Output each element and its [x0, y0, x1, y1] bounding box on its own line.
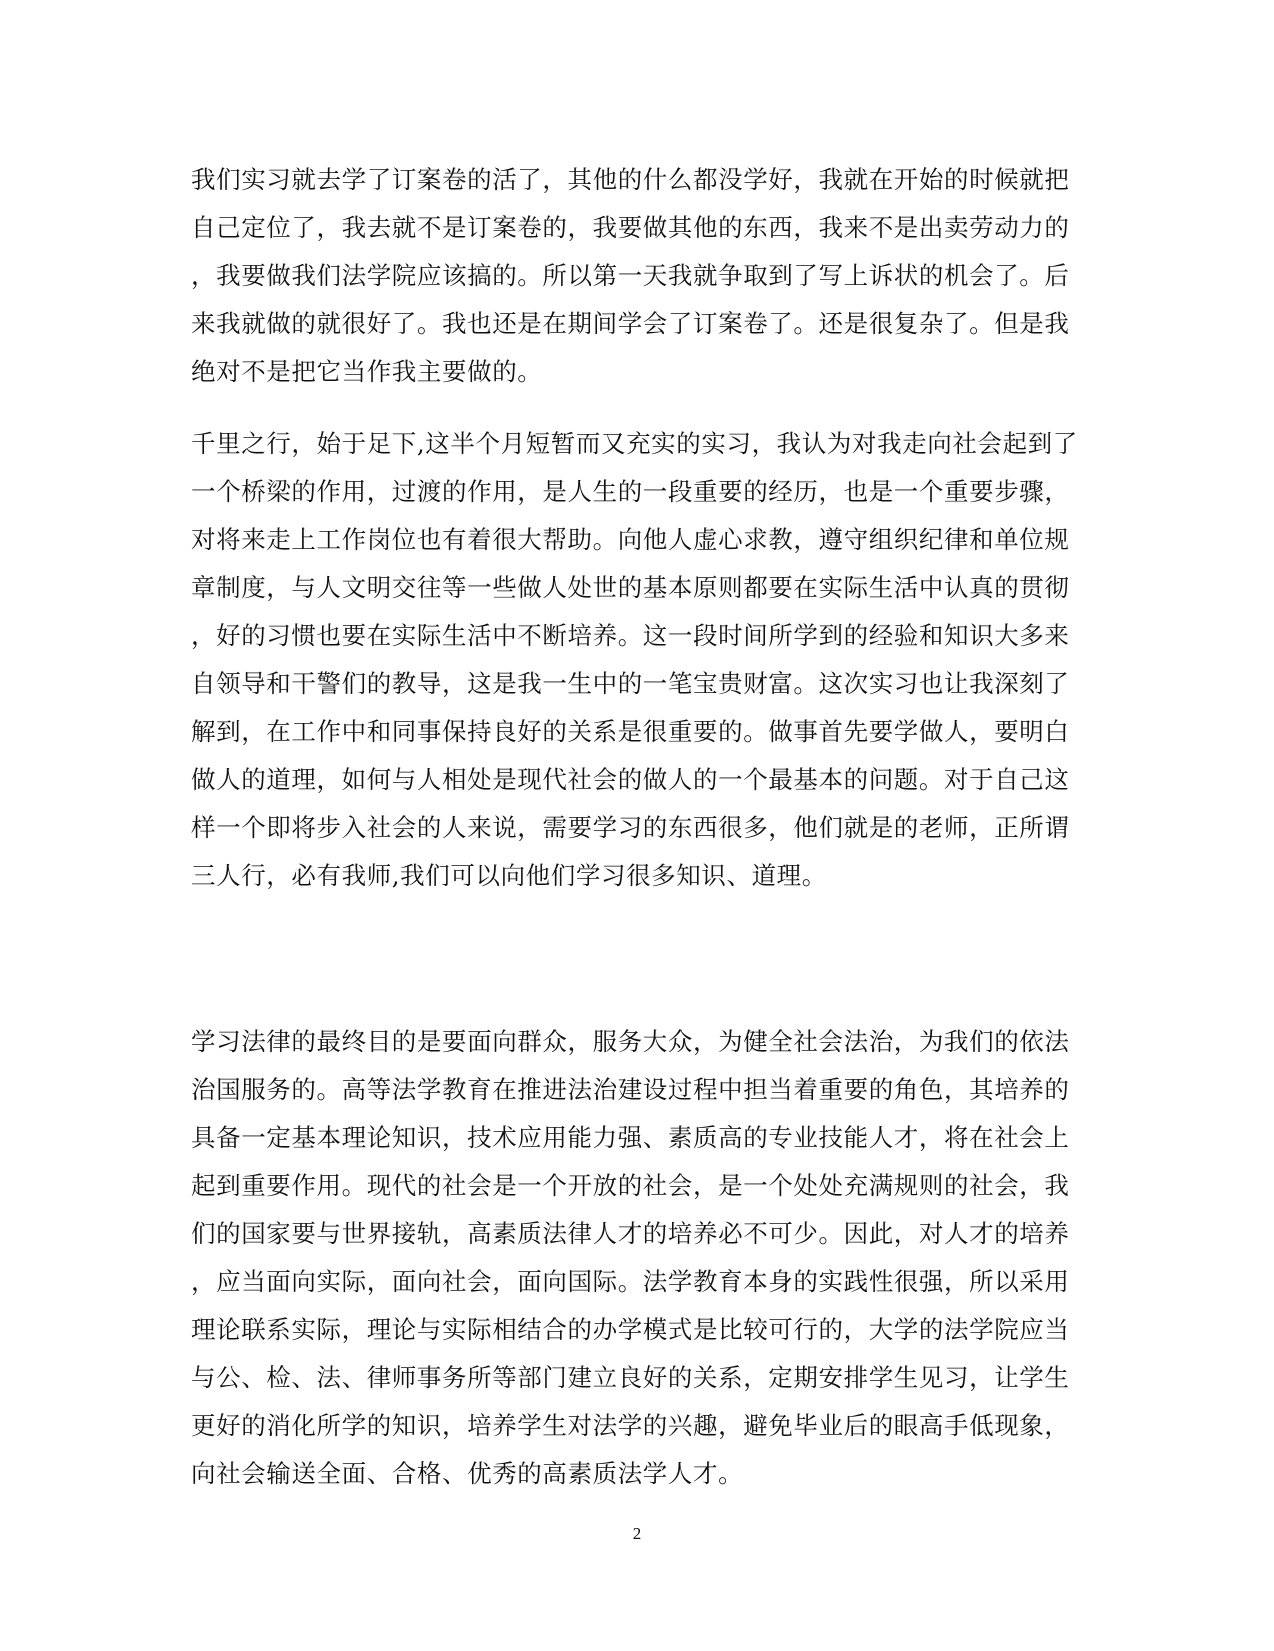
text-line: 自己定位了，我去就不是订案卷的，我要做其他的东西，我来不是出卖劳动力的: [191, 213, 1070, 242]
text-line: 学习法律的最终目的是要面向群众，服务大众，为健全社会法治，为我们的依法: [191, 1027, 1070, 1056]
text-line: 绝对不是把它当作我主要做的。: [191, 357, 543, 386]
text-line: 起到重要作用。现代的社会是一个开放的社会，是一个处处充满规则的社会，我: [191, 1171, 1070, 1200]
text-line: 理论联系实际，理论与实际相结合的办学模式是比较可行的，大学的法学院应当: [191, 1315, 1070, 1344]
text-line: ，好的习惯也要在实际生活中不断培养。这一段时间所学到的经验和知识大多来: [191, 621, 1070, 650]
text-line: 更好的消化所学的知识，培养学生对法学的兴趣，避免毕业后的眼高手低现象，: [191, 1411, 1070, 1440]
text-line: 章制度，与人文明交往等一些做人处世的基本原则都要在实际生活中认真的贯彻: [191, 573, 1070, 602]
text-line: 治国服务的。高等法学教育在推进法治建设过程中担当着重要的角色，其培养的: [191, 1075, 1070, 1104]
text-line: 我们实习就去学了订案卷的活了，其他的什么都没学好，我就在开始的时候就把: [191, 165, 1070, 194]
text-line: 自领导和干警们的教导，这是我一生中的一笔宝贵财富。这次实习也让我深刻了: [191, 669, 1070, 698]
text-line: 来我就做的就很好了。我也还是在期间学会了订案卷了。还是很复杂了。但是我: [191, 309, 1070, 338]
text-line: 做人的道理，如何与人相处是现代社会的做人的一个最基本的问题。对于自己这: [191, 765, 1070, 794]
text-line: 三人行，必有我师,我们可以向他们学习很多知识、道理。: [191, 861, 827, 890]
text-line: 对将来走上工作岗位也有着很大帮助。向他人虚心求教，遵守组织纪律和单位规: [191, 525, 1070, 554]
text-line: 与公、检、法、律师事务所等部门建立良好的关系，定期安排学生见习，让学生: [191, 1363, 1070, 1392]
paragraph-3: [191, 1018, 1071, 1498]
text-line: 千里之行，始于足下,这半个月短暂而又充实的实习，我认为对我走向社会起到了: [191, 429, 1078, 458]
text-line: 具备一定基本理论知识，技术应用能力强、素质高的专业技能人才，将在社会上: [191, 1123, 1070, 1152]
text-line: 们的国家要与世界接轨，高素质法律人才的培养必不可少。因此，对人才的培养: [191, 1219, 1070, 1248]
text-line: 解到，在工作中和同事保持良好的关系是很重要的。做事首先要学做人，要明白: [191, 717, 1070, 746]
page-number: 2: [632, 1524, 642, 1543]
paragraph-2: [191, 420, 1078, 900]
text-line: 向社会输送全面、合格、优秀的高素质法学人才。: [191, 1459, 744, 1488]
text-line: 样一个即将步入社会的人来说，需要学习的东西很多，他们就是的老师，正所谓: [191, 813, 1070, 842]
text-line: ，我要做我们法学院应该搞的。所以第一天我就争取到了写上诉状的机会了。后: [191, 261, 1070, 290]
text-line: 一个桥梁的作用，过渡的作用，是人生的一段重要的经历，也是一个重要步骤，: [191, 477, 1070, 506]
paragraph-1: [191, 156, 1071, 396]
text-line: ，应当面向实际，面向社会，面向国际。法学教育本身的实践性很强，所以采用: [191, 1267, 1070, 1296]
